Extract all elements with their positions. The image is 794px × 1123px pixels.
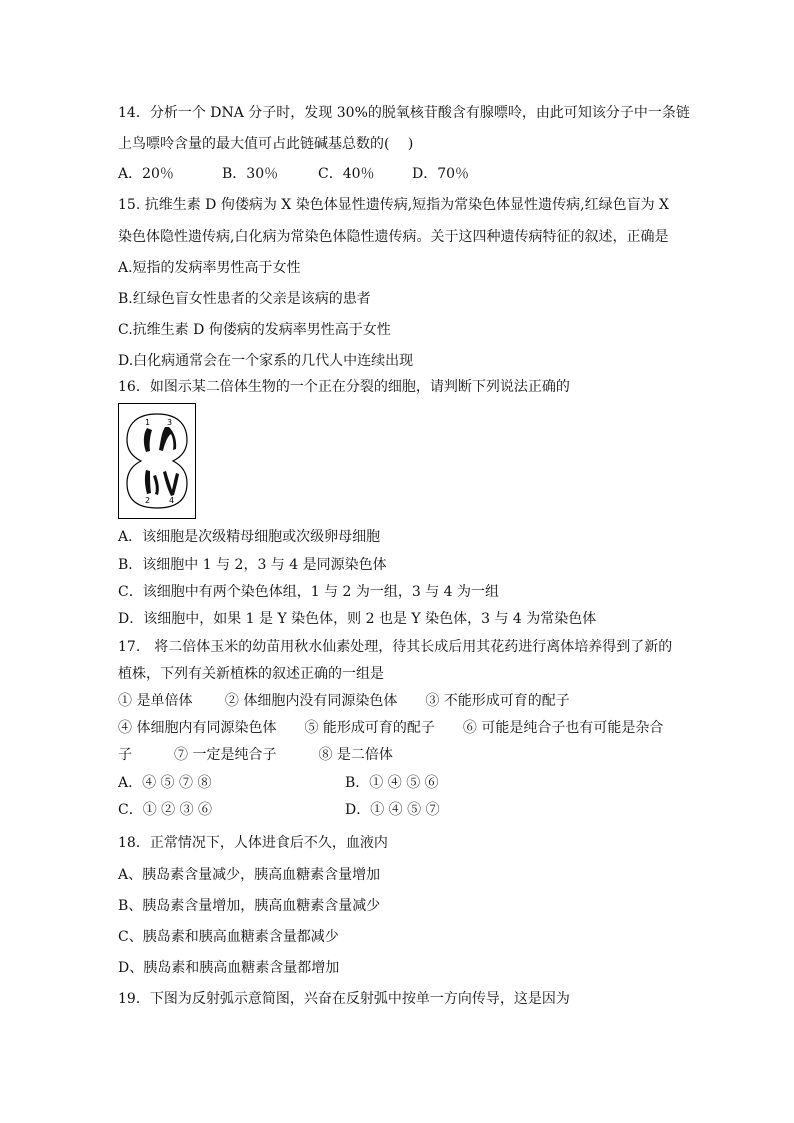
q18-option-a: A、胰岛素含量减少，胰高血糖素含量增加: [118, 867, 381, 883]
label-4: 4: [169, 496, 175, 505]
q17-stem-line1: 17. 将二倍体玉米的幼苗用秋水仙素处理，待其长成后用其花药进行离体培养得到了新的: [118, 639, 673, 655]
chromosome-2: [145, 470, 151, 494]
q14-stem-line1: 14．分析一个 DNA 分子时，发现 30%的脱氧核苷酸含有腺嘌呤，由此可知该分子中一条链: [118, 105, 690, 121]
q17-option-a: A．④ ⑤ ⑦ ⑧: [118, 775, 212, 791]
q17-items-line2: ④ 体细胞内有同源染色体 ⑤ 能形成可育的配子 ⑥ 可能是纯合子也有可能是杂合: [118, 720, 664, 736]
q16-stem: 16．如图示某二倍体生物的一个正在分裂的细胞，请判断下列说法正确的: [118, 379, 570, 395]
q15-option-b: B.红绿色盲女性患者的父亲是该病的患者: [118, 291, 371, 307]
q15-option-d: D.白化病通常会在一个家系的几代人中连续出现: [118, 353, 414, 369]
q18-option-c: C、胰岛素和胰高血糖素含量都减少: [118, 929, 339, 945]
chromosome-1: [144, 428, 152, 452]
chromosome-4: [163, 471, 179, 496]
q17-option-d: D．① ④ ⑤ ⑦: [345, 802, 440, 818]
q17-option-c: C．① ② ③ ⑥: [118, 802, 213, 818]
q16-option-b: B．该细胞中 1 与 2，3 与 4 是同源染色体: [118, 557, 387, 573]
label-1: 1: [145, 418, 151, 427]
cell-diagram: [119, 404, 195, 518]
chromosome-2-arm: [153, 475, 159, 495]
q14-stem-line2: 上鸟嘌呤含量的最大值可占此链碱基总数的( ): [118, 136, 414, 152]
q14-option-b: B．30％: [222, 166, 279, 182]
q17-stem-line2: 植株，下列有关新植株的叙述正确的一组是: [118, 666, 384, 682]
q19-stem: 19．下图为反射弧示意简图，兴奋在反射弧中按单一方向传导，这是因为: [118, 991, 570, 1007]
q18-option-d: D、胰岛素和胰高血糖素含量都增加: [118, 960, 340, 976]
q15-option-c: C.抗维生素 D 佝偻病的发病率男性高于女性: [118, 322, 391, 338]
q14-option-a: A．20％: [118, 166, 174, 182]
q15-stem-line2: 染色体隐性遗传病,白化病为常染色体隐性遗传病。关于这四种遗传病特征的叙述，正确是: [118, 229, 669, 245]
cell-division-figure: [118, 403, 196, 519]
chromosome-3: [159, 427, 176, 451]
q15-option-a: A.短指的发病率男性高于女性: [118, 260, 301, 276]
q15-stem-line1: 15. 抗维生素 D 佝偻病为 X 染色体显性遗传病,短指为常染色体显性遗传病,红绿色盲为 X: [118, 197, 670, 213]
q18-option-b: B、胰岛素含量增加，胰高血糖素含量减少: [118, 898, 381, 914]
q14-option-d: D．70％: [412, 166, 470, 182]
q17-items-line1: ① 是单倍体 ② 体细胞内没有同源染色体 ③ 不能形成可育的配子: [118, 693, 570, 709]
q18-stem: 18．正常情况下，人体进食后不久，血液内: [118, 835, 388, 851]
label-3: 3: [167, 418, 173, 427]
q16-option-d: D．该细胞中，如果 1 是 Y 染色体，则 2 也是 Y 染色体，3 与 4 为常染色体: [118, 611, 597, 627]
label-2: 2: [145, 496, 151, 505]
q17-option-b: B．① ④ ⑤ ⑥: [345, 775, 439, 791]
q17-items-line3: 子 ⑦ 一定是纯合子 ⑧ 是二倍体: [118, 747, 393, 763]
q16-option-a: A．该细胞是次级精母细胞或次级卵母细胞: [118, 529, 381, 545]
q16-option-c: C．该细胞中有两个染色体组，1 与 2 为一组，3 与 4 为一组: [118, 584, 500, 600]
q14-option-c: C．40％: [318, 166, 375, 182]
